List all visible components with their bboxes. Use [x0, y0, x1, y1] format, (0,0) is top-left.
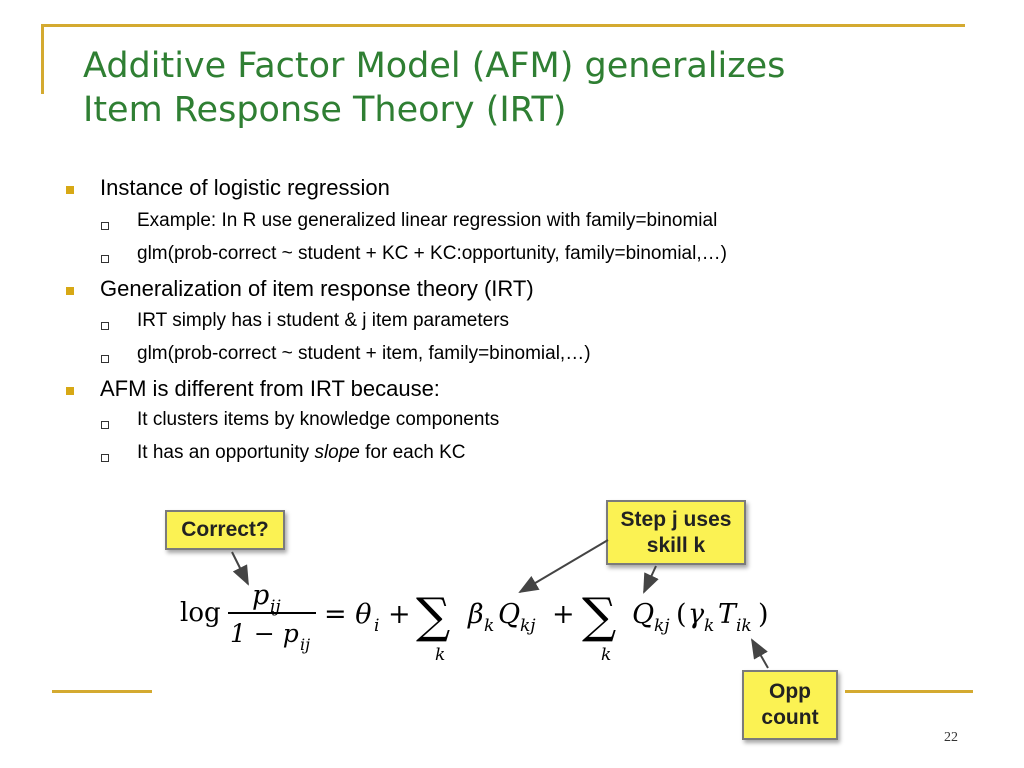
formula-den: 1 − p — [230, 619, 299, 648]
formula-den-sub: ij — [300, 635, 311, 654]
arrow-correct-to-p — [232, 552, 248, 584]
page-number: 22 — [944, 730, 958, 745]
callout-step-line-1: Step j uses — [620, 507, 732, 531]
bullet-1: Instance of logistic regression — [100, 175, 390, 200]
sub-bullet-3-2-tail: for each KC — [365, 442, 466, 463]
formula-beta-sub: k — [484, 616, 495, 636]
formula-gamma: γ — [688, 599, 705, 630]
formula-sigma-1-k: k — [435, 645, 446, 665]
formula-T: T — [718, 599, 737, 630]
formula-plus-1: + — [388, 599, 411, 630]
formula-plus-2: + — [552, 599, 575, 630]
arrow-step-to-beta-q — [520, 540, 608, 592]
formula-beta: β — [468, 599, 484, 630]
formula-log: log — [180, 598, 221, 628]
formula-num-p: p — [252, 580, 270, 611]
sub-bullet-1-2: glm(prob-correct ~ student + KC + KC:opportunity, family=binomial,…) — [137, 243, 727, 264]
sub-bullet-3-1: It clusters items by knowledge components — [137, 409, 500, 430]
formula-Q-1-sub: kj — [520, 616, 536, 636]
callout-step-line-2: skill k — [646, 533, 706, 557]
formula-rparen: ) — [758, 599, 769, 630]
callout-opp-line-2: count — [761, 706, 819, 729]
callout-correct-text: Correct? — [181, 518, 269, 541]
formula-Q-2-sub: kj — [654, 616, 670, 636]
formula-sigma-2-k: k — [601, 645, 612, 665]
formula-eq-theta: = θ — [324, 599, 372, 630]
formula-gamma-sub: k — [704, 616, 715, 636]
sub-bullet-2-1: IRT simply has i student & j item parameters — [137, 310, 510, 331]
formula-sigma-1: ∑ — [416, 588, 451, 644]
formula-Q-1: Q — [498, 599, 521, 630]
formula-theta-sub: i — [374, 616, 380, 636]
formula-sigma-2: ∑ — [582, 588, 617, 644]
slope-emphasis: slope — [314, 442, 360, 463]
formula-num-sub: ij — [270, 597, 281, 617]
arrow-opp-to-t — [752, 640, 768, 668]
sub-bullet-3-2-text: It has an opportunity — [137, 442, 310, 463]
formula-T-sub: ik — [736, 616, 752, 636]
sub-bullet-2-2: glm(prob-correct ~ student + item, family=binomial,…) — [137, 343, 591, 364]
formula-Q-2: Q — [632, 599, 655, 630]
slide-title-line-2: Item Response Theory (IRT) — [83, 90, 567, 130]
arrow-step-to-q — [644, 566, 656, 592]
sub-bullet-1-1: Example: In R use generalized linear regression with family=binomial — [137, 210, 718, 231]
bullet-3: AFM is different from IRT because: — [100, 376, 440, 401]
bullet-2: Generalization of item response theory (IRT) — [100, 276, 534, 301]
slide-title-line-1: Additive Factor Model (AFM) generalizes — [83, 46, 786, 86]
formula-lparen: ( — [676, 599, 687, 630]
callout-opp-line-1: Opp — [769, 680, 811, 703]
